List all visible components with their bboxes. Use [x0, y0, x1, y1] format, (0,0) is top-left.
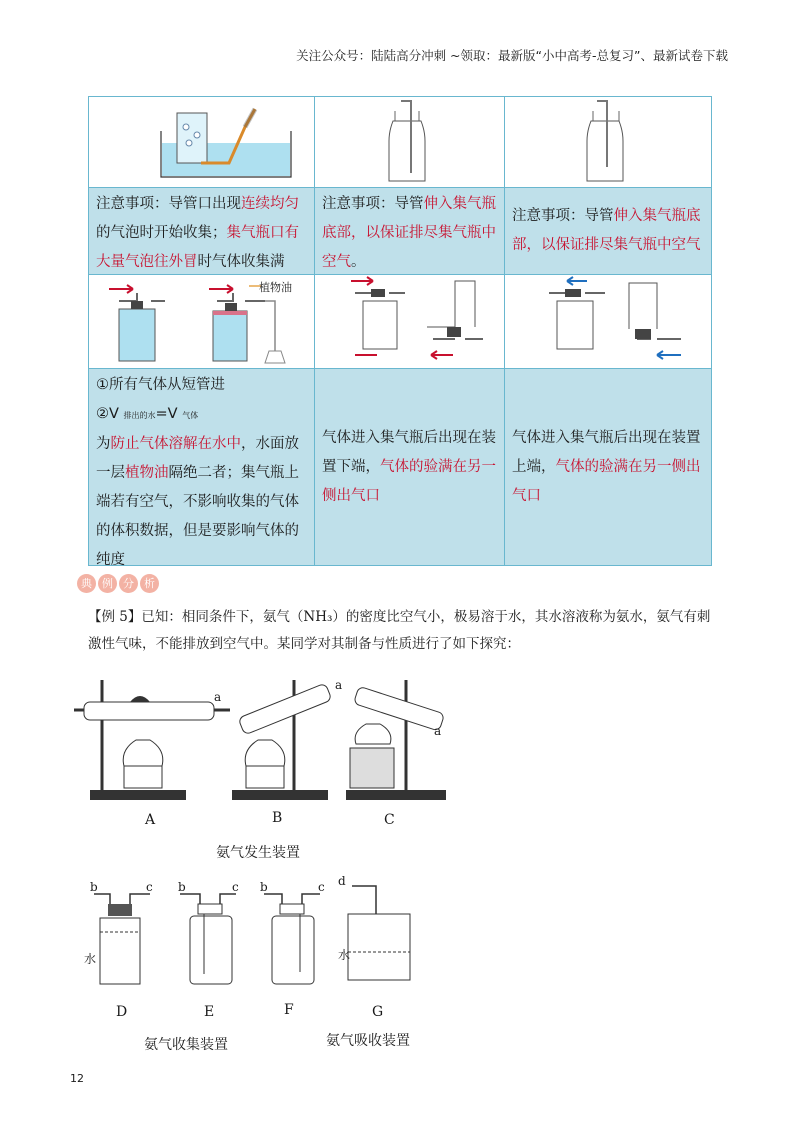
label-c-e: c: [232, 880, 239, 894]
note-text: 注意事项：导管: [512, 208, 614, 224]
explain-highlight: 气体的验满在另一侧出气口: [512, 459, 701, 504]
label-d-g: d: [338, 874, 346, 888]
oil-label: 植物油: [259, 281, 292, 294]
gas-collection-table: [88, 96, 712, 566]
note-upward-air: [505, 188, 711, 275]
rule-highlight: 防止气体溶解在水中: [110, 436, 241, 452]
bottle-heavier-gas-drawing: [315, 275, 505, 369]
label-water-g: 水: [338, 948, 351, 962]
rule-subscript: 气体: [182, 411, 199, 420]
explain-highlight: 气体的验满在另一侧出气口: [322, 459, 496, 504]
rule-text: 为: [96, 436, 111, 452]
label-G: G: [372, 1004, 384, 1020]
note-highlight: 连续均匀: [241, 196, 299, 212]
badge-char: 例: [98, 574, 117, 593]
bottle-lighter-gas-drawing: [505, 275, 711, 369]
rule-text: ，水面放一层: [96, 436, 299, 481]
note-highlight: 空气: [322, 254, 351, 270]
badge-char: 分: [119, 574, 138, 593]
label-A: A: [145, 812, 156, 828]
note-text: 。: [351, 254, 366, 270]
rule-text: ②V: [96, 406, 124, 422]
note-water-displacement: [89, 188, 315, 275]
label-b-d: b: [90, 880, 98, 894]
badge-char: 析: [140, 574, 159, 593]
example-5-text: 【例 5】已知：相同条件下，氨气（NH₃）的密度比空气小，极易溶于水，其水溶液称为氨水，氨气有刺激性气味，不能排放到空气中。某同学对其制备与性质进行了如下探究：: [88, 609, 711, 652]
note-text: 时气体收集满: [197, 254, 285, 270]
note-highlight: 伸入集气瓶底部，以保证排尽集气瓶中: [322, 196, 496, 241]
explain-lighter-gas: [505, 369, 711, 565]
gas-bottle-long-tube-drawing-2: [505, 97, 711, 188]
note-text: 的气泡时开始收集；: [96, 225, 227, 241]
bottle-heavier-gas-image: [315, 275, 505, 369]
rule-line-1: ①所有气体从短管进: [96, 377, 225, 393]
label-F: F: [284, 1002, 294, 1018]
upward-air-image: [505, 97, 711, 188]
caption-absorption: 氨气吸收装置: [326, 1033, 410, 1049]
downward-air-image: [315, 97, 505, 188]
label-B: B: [272, 810, 283, 826]
label-b-e: b: [178, 880, 186, 894]
caption-collection: 氨气收集装置: [144, 1037, 228, 1053]
label-a-apparatus-c: a: [434, 724, 442, 738]
explain-heavier-gas: [315, 369, 505, 565]
bottle-lighter-gas-image: [505, 275, 711, 369]
collection-apparatus-drawing: [80, 880, 440, 1000]
label-D: D: [116, 1004, 128, 1020]
page-header: 关注公众号：陆陆高分冲刺 ~领取：最新版“小中高考-总复习”、最新试卷下载: [296, 48, 728, 63]
explain-text: 气体进入集气瓶后出现在装置下端，: [322, 430, 496, 475]
rule-text: =V: [155, 406, 183, 422]
gas-bottle-long-tube-drawing: [315, 97, 505, 188]
rule-subscript: 排出的水: [123, 411, 156, 420]
rule-text: 隔绝二者；集气瓶上端若有空气，不影响收集的气体的体积数据，但是要影响气体的纯度: [96, 465, 299, 568]
label-water-d: 水: [84, 952, 97, 966]
label-c-f: c: [318, 880, 325, 894]
explain-water-filled: [89, 369, 315, 568]
note-text: 注意事项：导管: [322, 196, 424, 212]
example-analysis-badge: [77, 572, 161, 592]
label-a-apparatus-b: a: [335, 678, 343, 692]
generation-apparatus-drawing: [70, 670, 470, 810]
caption-generation: 氨气发生装置: [216, 845, 300, 861]
label-a-apparatus-a: a: [214, 690, 222, 704]
label-E: E: [204, 1004, 215, 1020]
badge-char: 典: [77, 574, 96, 593]
water-displacement-image: [89, 97, 315, 188]
note-highlight: 集气瓶口有大量气泡往外冒: [96, 225, 299, 270]
note-downward-air: [315, 188, 505, 275]
water-trough-drawing: [89, 97, 315, 188]
label-b-f: b: [260, 880, 268, 894]
label-c-d: c: [146, 880, 153, 894]
page-number: 12: [70, 1072, 84, 1085]
note-text: 注意事项：导管口出现: [96, 196, 241, 212]
water-filled-bottle-image: [89, 275, 315, 369]
rule-line-2: [96, 400, 308, 430]
label-C: C: [384, 812, 395, 828]
rule-highlight: 植物油: [125, 465, 169, 481]
rule-paragraph: [96, 430, 308, 575]
note-highlight: 伸入集气瓶底部，以保证排尽集气瓶中空气: [512, 208, 701, 253]
explain-text: 气体进入集气瓶后出现在装置上端，: [512, 430, 701, 475]
